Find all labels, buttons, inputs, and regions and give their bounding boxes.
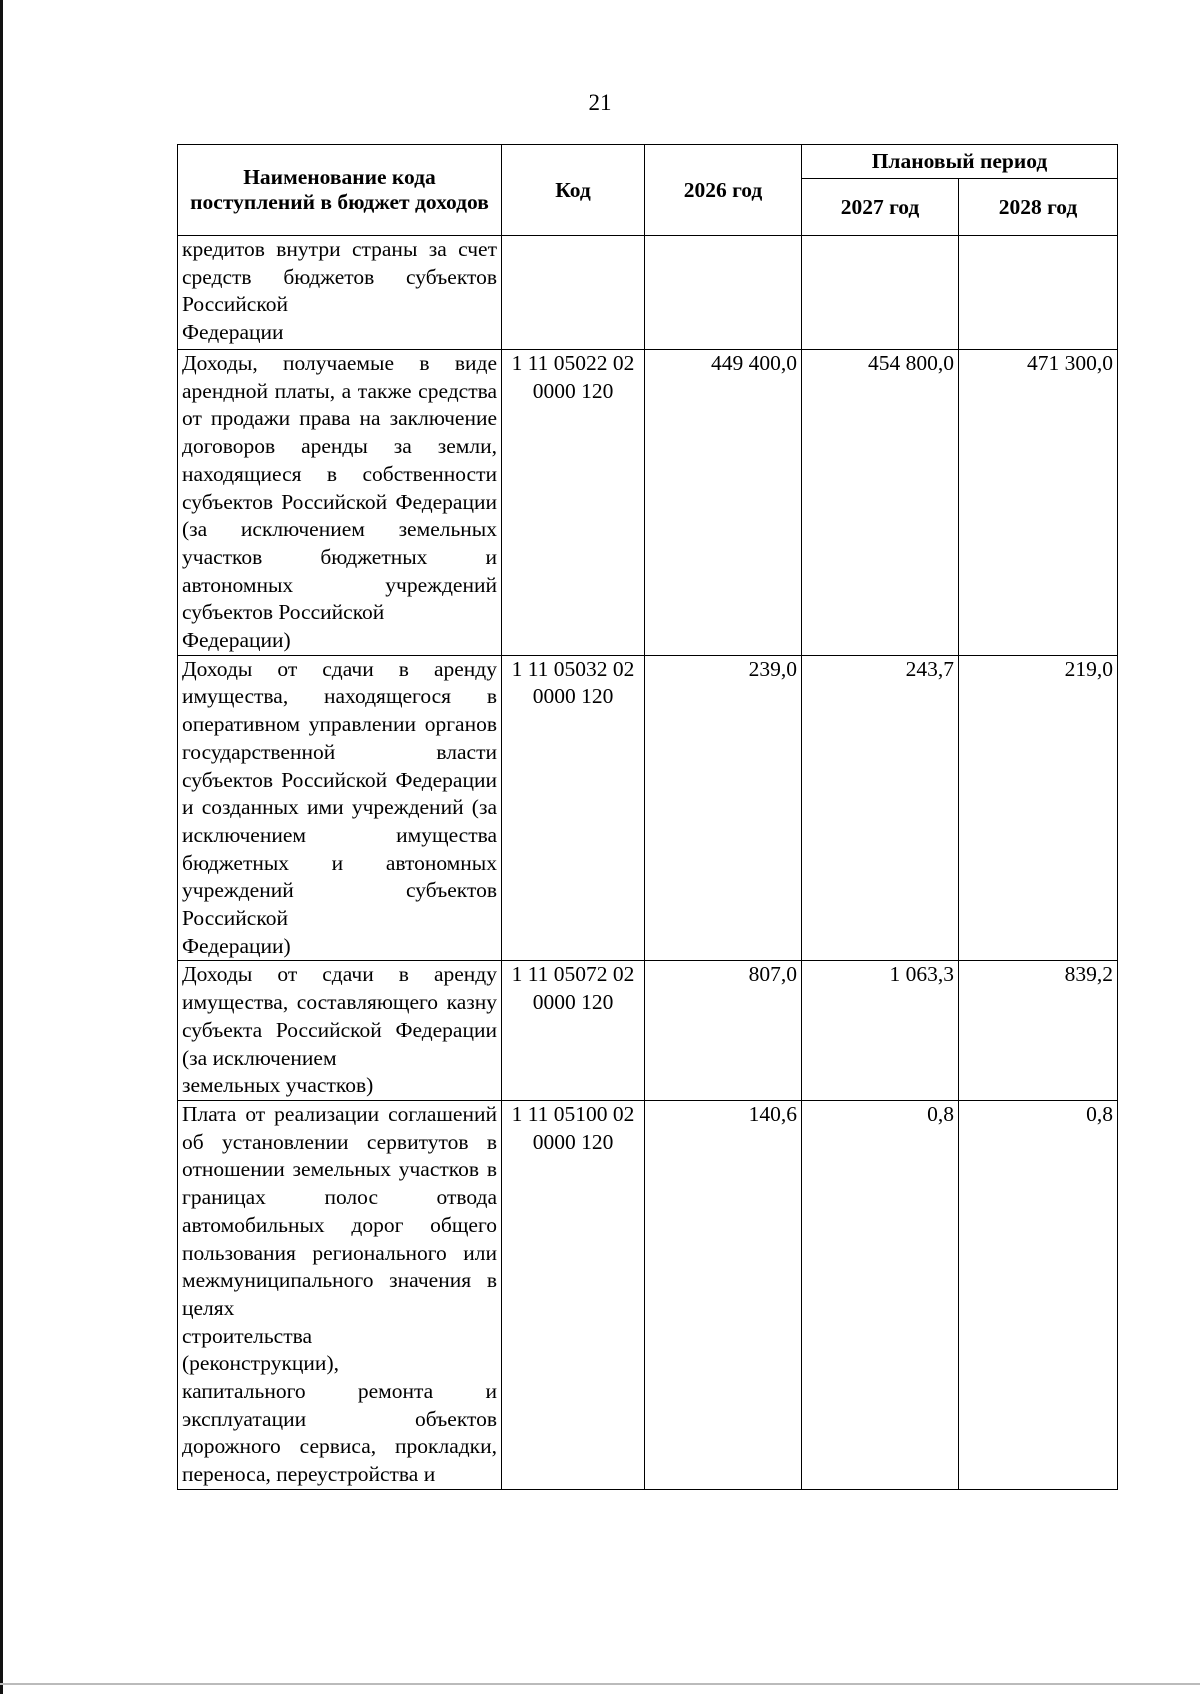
row-value-2027 bbox=[802, 236, 959, 350]
page-number: 21 bbox=[588, 90, 612, 115]
header-2026: 2026 год bbox=[645, 145, 802, 236]
row-value-2026 bbox=[645, 236, 802, 350]
scan-bottom-edge bbox=[0, 1683, 1200, 1685]
row-value-2026: 807,0 bbox=[645, 961, 802, 1101]
table-row bbox=[178, 655, 1118, 961]
header-2028: 2028 год bbox=[959, 179, 1118, 236]
row-code: 1 11 05072 02 0000 120 bbox=[502, 961, 645, 1101]
row-value-2027: 1 063,3 bbox=[802, 961, 959, 1101]
row-value-2026: 140,6 bbox=[645, 1100, 802, 1489]
table-row bbox=[178, 1100, 1118, 1489]
row-name: кредитов внутри страны за счет средств бюджетов субъектов Российской Федерации bbox=[178, 236, 502, 350]
row-value-2027: 243,7 bbox=[802, 655, 959, 961]
header-2027: 2027 год bbox=[802, 179, 959, 236]
header-planning-period: Плановый период bbox=[802, 145, 1118, 179]
row-value-2027: 454 800,0 bbox=[802, 350, 959, 656]
scan-left-edge bbox=[0, 0, 3, 1694]
row-code: 1 11 05032 02 0000 120 bbox=[502, 655, 645, 961]
table-row bbox=[178, 236, 1118, 350]
revenue-table bbox=[177, 144, 1118, 1490]
row-value-2028: 219,0 bbox=[959, 655, 1118, 961]
table-row bbox=[178, 350, 1118, 656]
row-value-2026: 449 400,0 bbox=[645, 350, 802, 656]
row-code bbox=[502, 236, 645, 350]
row-name: Доходы, получаемые в виде арендной платы, а также средства от продажи права на заключение договоров аренды за земли, находящиеся в собственности субъектов Российской Федерации (за исключением земельных участков бюджетных и автономных учреждений субъектов Российской Федерации) bbox=[178, 350, 502, 656]
row-value-2028: 0,8 bbox=[959, 1100, 1118, 1489]
header-row-group bbox=[178, 145, 1118, 179]
row-name: Плата от реализации соглашений об установлении сервитутов в отношении земельных участков в границах полос отвода автомобильных дорог общего пользования регионального или межмуниципального значения в целях строительства (реконструкции), капитального ремонта и эксплуатации объектов дорожного сервиса, прокладки, переноса, переустройства и bbox=[178, 1100, 502, 1489]
row-value-2028 bbox=[959, 236, 1118, 350]
row-value-2028: 839,2 bbox=[959, 961, 1118, 1101]
header-code: Код bbox=[502, 145, 645, 236]
row-value-2026: 239,0 bbox=[645, 655, 802, 961]
row-code: 1 11 05022 02 0000 120 bbox=[502, 350, 645, 656]
row-name: Доходы от сдачи в аренду имущества, составляющего казну субъекта Российской Федерации (за исключением земельных участков) bbox=[178, 961, 502, 1101]
row-value-2028: 471 300,0 bbox=[959, 350, 1118, 656]
row-value-2027: 0,8 bbox=[802, 1100, 959, 1489]
header-name: Наименование кода поступлений в бюджет доходов bbox=[178, 145, 502, 236]
table-row bbox=[178, 961, 1118, 1101]
row-name: Доходы от сдачи в аренду имущества, находящегося в оперативном управлении органов государственной власти субъектов Российской Федерации и созданных ими учреждений (за исключением имущества бюджетных и автономных учреждений субъектов Российской Федерации) bbox=[178, 655, 502, 961]
row-code: 1 11 05100 02 0000 120 bbox=[502, 1100, 645, 1489]
